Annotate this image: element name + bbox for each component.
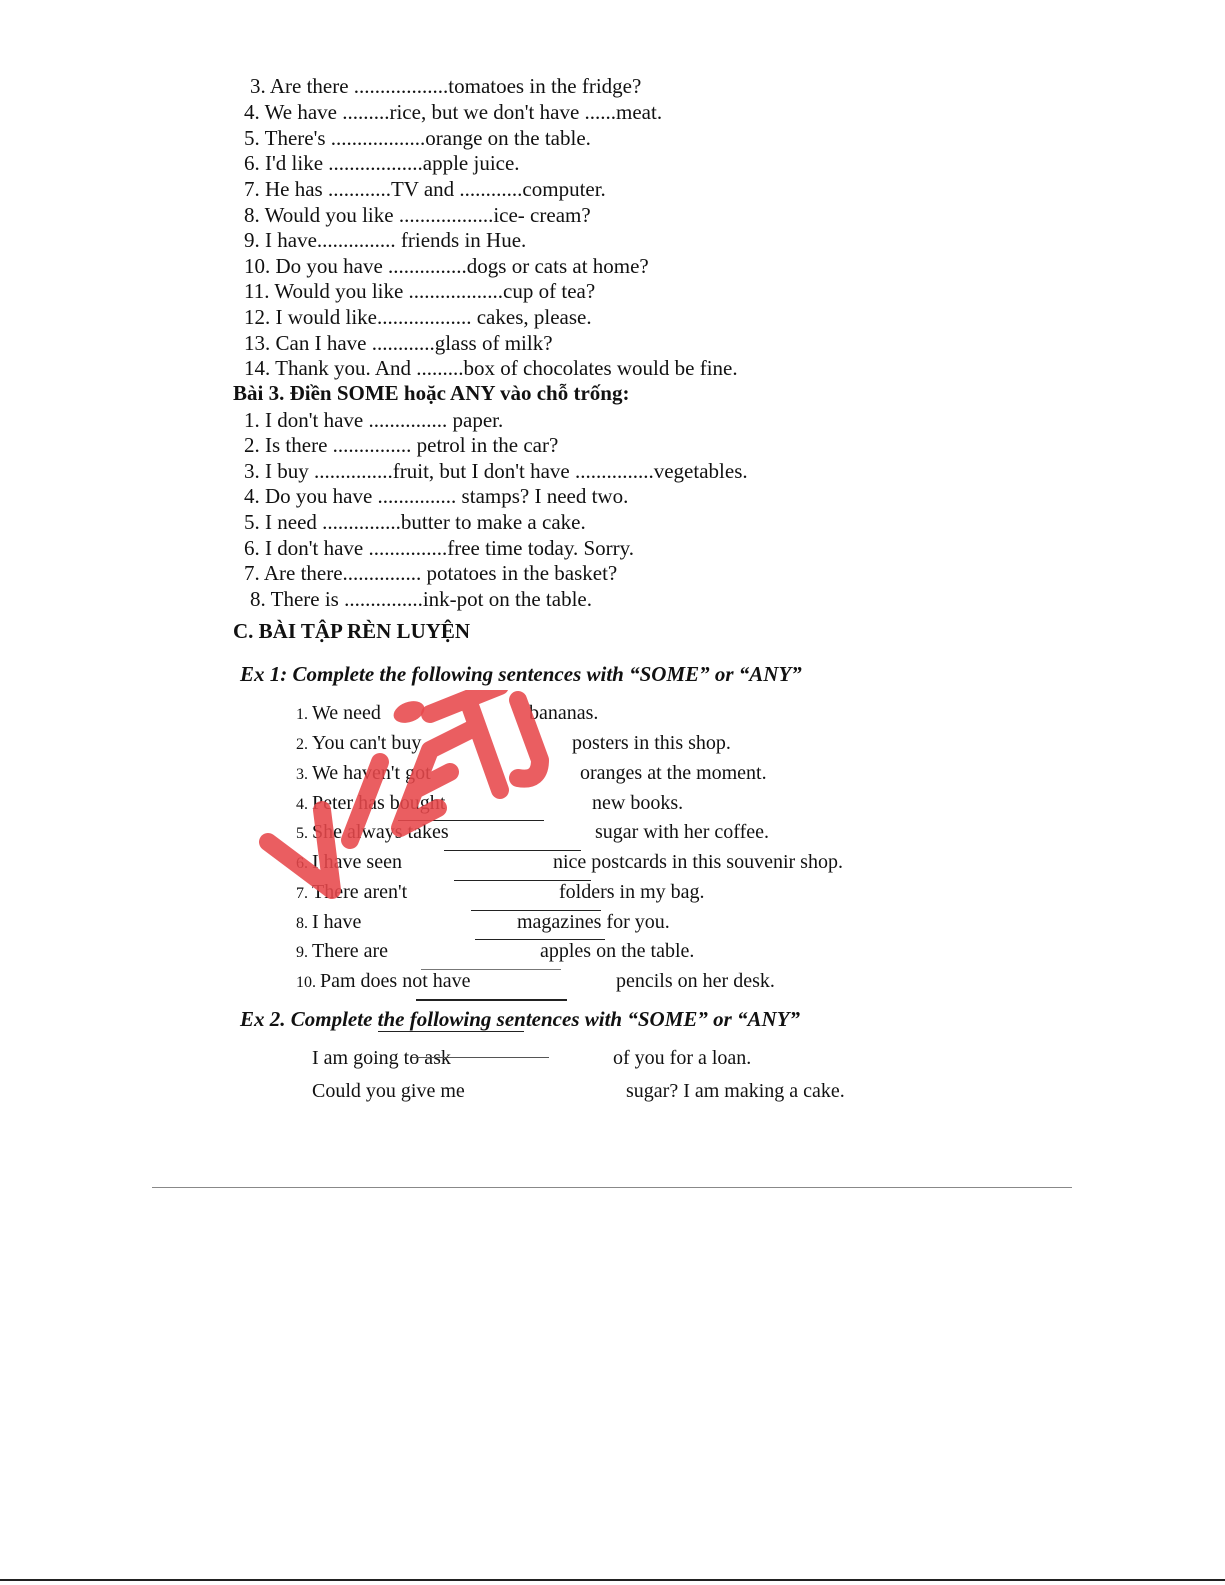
list-item	[296, 880, 407, 906]
item-number: 5.	[296, 825, 308, 842]
list-item: 5. I need ...............butter to make a cake.	[244, 510, 586, 534]
list-item: 9. I have............... friends in Hue.	[244, 228, 527, 252]
list-item: 7. He has ............TV and ............computer.	[244, 177, 606, 201]
list-item: 2. Is there ............... petrol in the car?	[244, 433, 559, 457]
answer-blank[interactable]	[416, 999, 567, 1001]
list-item	[296, 939, 388, 965]
list-item	[296, 820, 449, 846]
list-item	[296, 761, 431, 787]
item-text-after: nice postcards in this souvenir shop.	[553, 851, 843, 873]
section-heading-c: C. BÀI TẬP RÈN LUYỆN	[233, 619, 471, 643]
item-text-before: Peter has bought	[312, 792, 446, 814]
item-text-after: new books.	[592, 792, 684, 814]
item-number: 7.	[296, 885, 308, 902]
item-text-before: Pam does not have	[320, 970, 471, 992]
item-text-after: posters in this shop.	[572, 732, 731, 754]
item-text-before: She always takes	[312, 821, 449, 843]
list-item: 5. There's ..................orange on the table.	[244, 126, 591, 150]
page-bottom-edge	[0, 1579, 1225, 1581]
list-item	[296, 731, 421, 757]
list-item	[296, 969, 471, 995]
list-item: 12. I would like.................. cakes, please.	[244, 305, 592, 329]
item-text-before: We need	[312, 702, 381, 724]
list-item: 4. Do you have ............... stamps? I need two.	[244, 484, 629, 508]
list-item	[296, 910, 361, 936]
list-item: 13. Can I have ............glass of milk?	[244, 331, 553, 355]
item-text-after: pencils on her desk.	[616, 970, 775, 992]
item-text-after: magazines for you.	[517, 911, 670, 933]
list-item: 3. I buy ...............fruit, but I don't have ...............vegetables.	[244, 459, 748, 483]
heading-underline	[378, 1031, 524, 1032]
item-text-before: There aren't	[312, 881, 408, 903]
item-number: 9.	[296, 944, 308, 961]
list-item	[296, 701, 381, 727]
list-item: 3. Are there ..................tomatoes in the fridge?	[250, 74, 642, 98]
list-item	[296, 850, 402, 876]
item-text-before: There are	[312, 940, 389, 962]
list-item: 8. Would you like ..................ice- cream?	[244, 203, 591, 227]
item-text-after: oranges at the moment.	[580, 762, 767, 784]
item-number: 3.	[296, 766, 308, 783]
page-divider	[152, 1187, 1072, 1188]
exercise-1-heading: Ex 1: Complete the following sentences with “SOME” or “ANY”	[240, 662, 802, 686]
item-text-after: of you for a loan.	[613, 1047, 752, 1069]
item-text-before: I am going to ask	[312, 1047, 451, 1069]
item-text-after: folders in my bag.	[559, 881, 705, 903]
list-item: 7. Are there............... potatoes in the basket?	[244, 561, 618, 585]
item-text-before: I have seen	[312, 851, 402, 873]
item-number: 1.	[296, 706, 308, 723]
list-item: 10. Do you have ...............dogs or cats at home?	[244, 254, 649, 278]
exercise-2-heading: Ex 2. Complete the following sentences with “SOME” or “ANY”	[240, 1007, 801, 1031]
item-number: 4.	[296, 796, 308, 813]
list-item: 14. Thank you. And .........box of chocolates would be fine.	[244, 356, 738, 380]
item-number: 6.	[296, 855, 308, 872]
list-item: 1. I don't have ............... paper.	[244, 408, 504, 432]
item-text-after: sugar with her coffee.	[595, 821, 770, 843]
item-text-before: You can't buy	[312, 732, 422, 754]
list-item: 6. I'd like ..................apple juice.	[244, 151, 520, 175]
item-text-after: apples on the table.	[540, 940, 695, 962]
list-item: 11. Would you like ..................cup of tea?	[244, 279, 596, 303]
list-item	[296, 791, 445, 817]
answer-blank[interactable]	[412, 1057, 549, 1058]
list-item: 8. There is ...............ink-pot on the table.	[250, 587, 592, 611]
section-heading-bai3: Bài 3. Điền SOME hoặc ANY vào chỗ trống:	[233, 381, 630, 405]
item-text-before: Could you give me	[312, 1080, 465, 1102]
list-item: 6. I don't have ...............free time today. Sorry.	[244, 536, 635, 560]
item-number: 10.	[296, 974, 316, 991]
item-number: 8.	[296, 915, 308, 932]
item-text-after: bananas.	[529, 702, 599, 724]
item-text-before: We haven't got	[312, 762, 431, 784]
item-text-after: sugar? I am making a cake.	[626, 1080, 845, 1102]
item-text-before: I have	[312, 911, 362, 933]
item-number: 2.	[296, 736, 308, 753]
list-item: 4. We have .........rice, but we don't have ......meat.	[244, 100, 663, 124]
